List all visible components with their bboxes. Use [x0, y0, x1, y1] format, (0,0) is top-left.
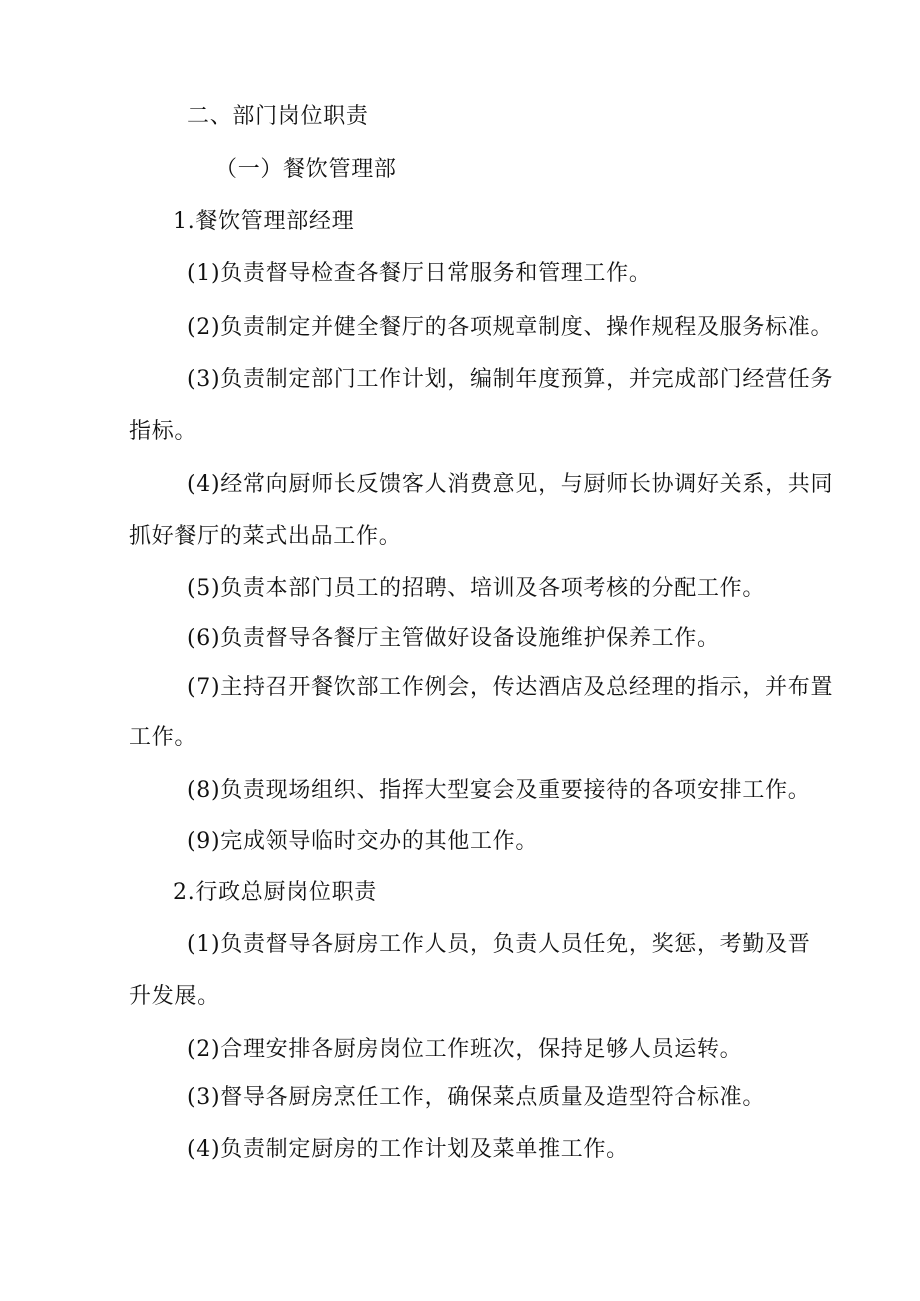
subsection-heading: （一）餐饮管理部 — [215, 157, 397, 182]
duty-item-continuation: 抓好餐厅的菜式出品工作。 — [129, 524, 402, 549]
duty-item: (1)负责督导各厨房工作人员，负责人员任免，奖惩，考勤及晋 — [187, 932, 811, 957]
duty-item-continuation: 升发展。 — [129, 984, 220, 1009]
duty-item: (1)负责督导检查各餐厅日常服务和管理工作。 — [187, 261, 652, 286]
duty-item: (2)合理安排各厨房岗位工作班次，保持足够人员运转。 — [187, 1037, 743, 1062]
duty-item: (7)主持召开餐饮部工作例会，传达酒店及总经理的指示，并布置 — [187, 675, 834, 700]
duty-item-continuation: 指标。 — [129, 419, 198, 444]
duty-item: (4)经常向厨师长反馈客人消费意见，与厨师长协调好关系，共同 — [187, 472, 834, 497]
position-title-executive-chef: 2.行政总厨岗位职责 — [173, 880, 377, 905]
duty-item: (5)负责本部门员工的招聘、培训及各项考核的分配工作。 — [187, 576, 766, 601]
position-title-manager: 1.餐饮管理部经理 — [173, 209, 355, 234]
duty-item: (3)督导各厨房烹任工作，确保菜点质量及造型符合标准。 — [187, 1085, 766, 1110]
duty-item: (3)负责制定部门工作计划，编制年度预算，并完成部门经营任务 — [187, 367, 834, 392]
duty-item: (8)负责现场组织、指挥大型宴会及重要接待的各项安排工作。 — [187, 778, 811, 803]
duty-item: (2)负责制定并健全餐厅的各项规章制度、操作规程及服务标准。 — [187, 315, 834, 340]
duty-item-continuation: 工作。 — [129, 725, 198, 750]
duty-item: (4)负责制定厨房的工作计划及菜单推工作。 — [187, 1137, 629, 1162]
section-heading: 二、部门岗位职责 — [187, 104, 369, 129]
duty-item: (9)完成领导临时交办的其他工作。 — [187, 829, 539, 854]
duty-item: (6)负责督导各餐厅主管做好设备设施维护保养工作。 — [187, 626, 720, 651]
